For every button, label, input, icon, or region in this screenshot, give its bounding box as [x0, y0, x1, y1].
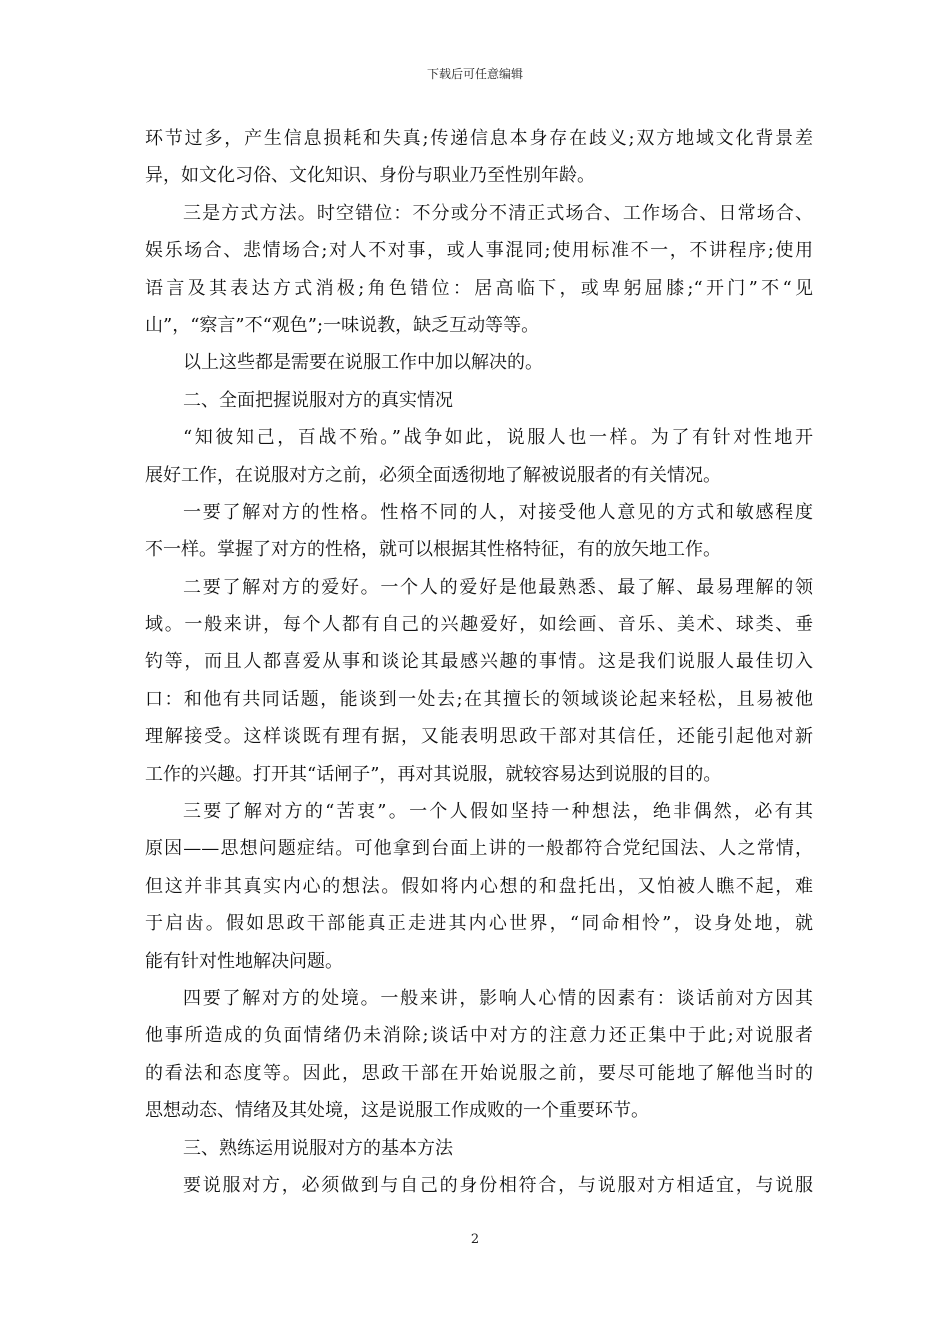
text-line: 展好工作，在说服对方之前，必须全面透彻地了解被说服者的有关情况。	[145, 464, 721, 486]
text-line: 三是方式方法。时空错位：不分或分不清正式场合、工作场合、日常场合、	[183, 202, 813, 224]
text-line: 于启齿。假如思政干部能真正走进其内心世界，“同命相怜”，设身处地，就	[145, 913, 813, 935]
text-line: 不一样。掌握了对方的性格，就可以根据其性格特征，有的放矢地工作。	[145, 539, 721, 561]
text-line: 环节过多，产生信息损耗和失真;传递信息本身存在歧义;双方地域文化背景差	[145, 128, 813, 149]
page-number: 2	[470, 1232, 480, 1247]
text-line: 要说服对方，必须做到与自己的身份相符合，与说服对方相适宜，与说服	[183, 1174, 813, 1196]
text-line: 原因——思想问题症结。可他拿到台面上讲的一般都符合党纪国法、人之常情，	[145, 838, 813, 860]
text-line: 语言及其表达方式消极;角色错位：居高临下，或卑躬屈膝;“开门”不“见	[145, 277, 813, 299]
text-line: 钓等，而且人都喜爱从事和谈论其最感兴趣的事情。这是我们说服人最佳切入	[145, 651, 813, 673]
text-line: 域。一般来讲，每个人都有自己的兴趣爱好，如绘画、音乐、美术、球类、垂	[145, 614, 813, 636]
text-line: 异，如文化习俗、文化知识、身份与职业乃至性别年龄。	[145, 165, 595, 187]
text-line: 工作的兴趣。打开其“话闸子”，再对其说服，就较容易达到说服的目的。	[145, 763, 722, 785]
page-header: 下载后可任意编辑	[426, 67, 523, 81]
text-line: 娱乐场合、悲情场合;对人不对事，或人事混同;使用标准不一，不讲程序;使用	[145, 240, 813, 262]
text-line: 二要了解对方的爱好。一个人的爱好是他最熟悉、最了解、最易理解的领	[183, 576, 813, 598]
text-line: 山”，“察言”不“观色”;一味说教，缺乏互动等等。	[145, 314, 540, 336]
text-line: 一要了解对方的性格。性格不同的人，对接受他人意见的方式和敏感程度	[183, 501, 813, 523]
text-line: 但这并非其真实内心的想法。假如将内心想的和盘托出，又怕被人瞧不起，难	[145, 875, 813, 897]
text-line: 的看法和态度等。因此，思政干部在开始说服之前，要尽可能地了解他当时的	[145, 1062, 813, 1084]
text-line: 三要了解对方的“苦衷”。一个人假如坚持一种想法，绝非偶然，必有其	[183, 801, 813, 823]
text-line: 能有针对性地解决问题。	[145, 950, 343, 972]
text-line: “知彼知己，百战不殆。”战争如此，说服人也一样。为了有针对性地开	[183, 427, 813, 449]
text-line: 以上这些都是需要在说服工作中加以解决的。	[183, 352, 543, 374]
text-line: 三、熟练运用说服对方的基本方法	[183, 1137, 453, 1159]
text-line: 理解接受。这样谈既有理有据，又能表明思政干部对其信任，还能引起他对新	[145, 726, 813, 748]
text-line: 他事所造成的负面情绪仍未消除;谈话中对方的注意力还正集中于此;对说服者	[145, 1025, 813, 1047]
text-line: 四要了解对方的处境。一般来讲，影响人心情的因素有：谈话前对方因其	[183, 987, 813, 1009]
text-line: 思想动态、情绪及其处境，这是说服工作成败的一个重要环节。	[145, 1100, 649, 1122]
text-line: 二、全面把握说服对方的真实情况	[183, 389, 453, 411]
document-body	[145, 120, 813, 1204]
text-line: 口：和他有共同话题，能谈到一处去;在其擅长的领域谈论起来轻松，且易被他	[145, 688, 813, 710]
